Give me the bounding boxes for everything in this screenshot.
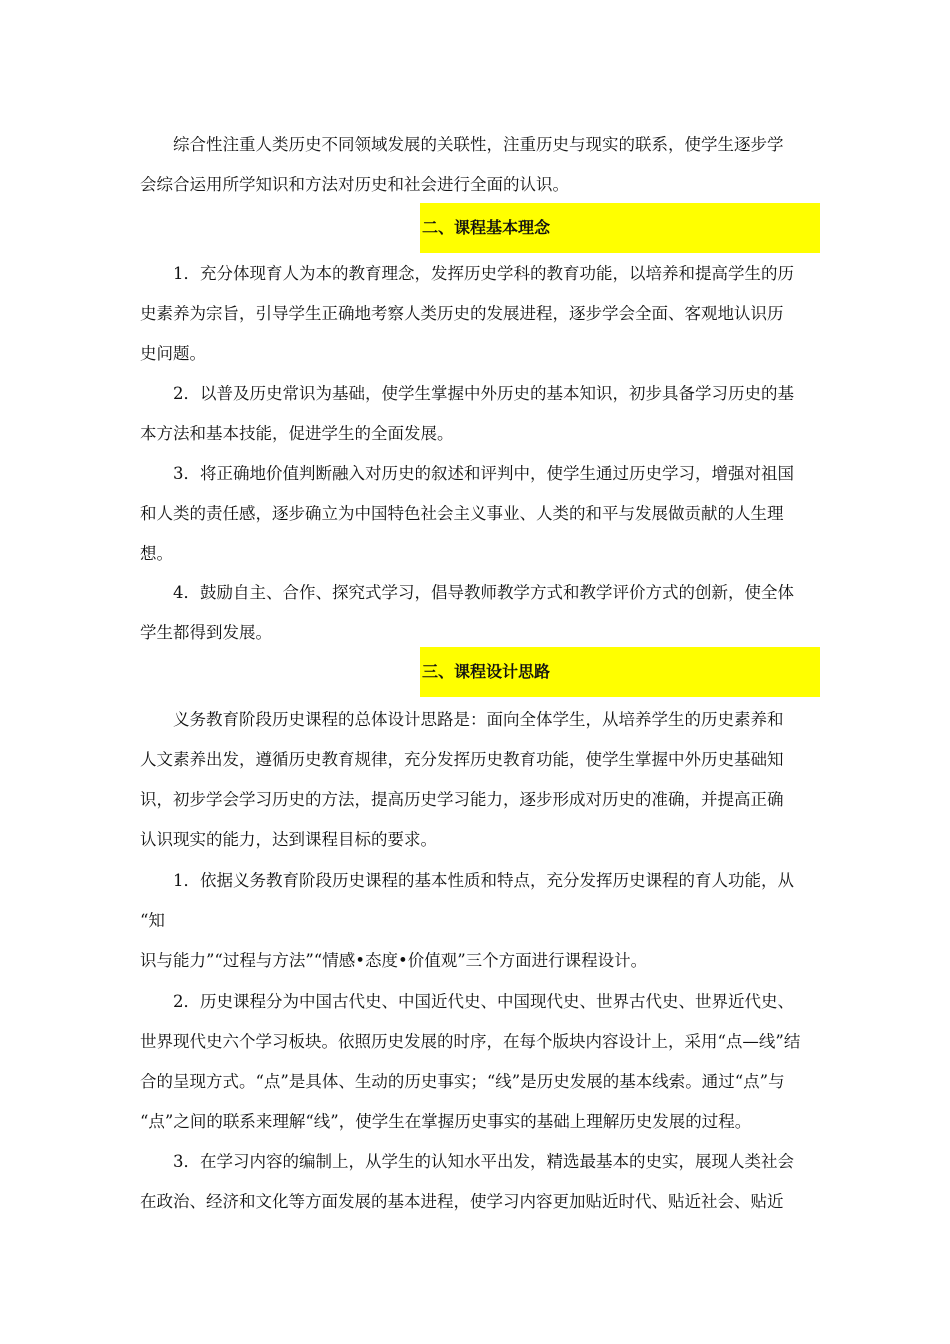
text-line: 想。 <box>140 544 173 563</box>
text-line: “知 <box>140 911 165 930</box>
text-line: 史素养为宗旨，引导学生正确地考察人类历史的发展进程，逐步学会全面、客观地认识历 <box>140 304 784 323</box>
section-heading-3 <box>420 647 820 697</box>
section3-item-2 <box>140 982 815 1142</box>
text-line: 合的呈现方式。“点”是具体、生动的历史事实；“线”是历史发展的基本线索。通过“点”与 <box>140 1072 785 1091</box>
section3-item-1 <box>140 861 815 981</box>
section2-item-1 <box>140 254 815 374</box>
text-line: 1．依据义务教育阶段历史课程的基本性质和特点，充分发挥历史课程的育人功能，从 <box>173 871 794 890</box>
text-line: 和人类的责任感，逐步确立为中国特色社会主义事业、人类的和平与发展做贡献的人生理 <box>140 504 784 523</box>
text-line: 识，初步学会学习历史的方法，提高历史学习能力，逐步形成对历史的准确，并提高正确 <box>140 790 784 809</box>
text-line: 2．以普及历史常识为基础，使学生掌握中外历史的基本知识，初步具备学习历史的基 <box>173 384 794 403</box>
text-line: 人文素养出发，遵循历史教育规律，充分发挥历史教育功能，使学生掌握中外历史基础知 <box>140 750 784 769</box>
section2-item-3 <box>140 454 815 574</box>
section2-item-4 <box>140 573 815 653</box>
section-heading-3-label: 三、课程设计思路 <box>422 662 551 681</box>
text-line: 识与能力”“过程与方法”“情感•态度•价值观”三个方面进行课程设计。 <box>140 951 648 970</box>
text-line: 1．充分体现育人为本的教育理念，发挥历史学科的教育功能，以培养和提高学生的历 <box>173 264 794 283</box>
text-line: 3．将正确地价值判断融入对历史的叙述和评判中，使学生通过历史学习，增强对祖国 <box>173 464 794 483</box>
text-line: 4．鼓励自主、合作、探究式学习，倡导教师教学方式和教学评价方式的创新，使全体 <box>173 583 794 602</box>
section3-intro <box>140 700 815 860</box>
section-heading-2-label: 二、课程基本理念 <box>422 218 551 237</box>
text-line: 学生都得到发展。 <box>140 623 272 642</box>
text-line: 2．历史课程分为中国古代史、中国近代史、中国现代史、世界古代史、世界近代史、 <box>173 992 794 1011</box>
section2-item-2 <box>140 374 815 454</box>
text-line: 在政治、经济和文化等方面发展的基本进程，使学习内容更加贴近时代、贴近社会、贴近 <box>140 1192 784 1211</box>
text-line: 认识现实的能力，达到课程目标的要求。 <box>140 830 437 849</box>
text-line: 综合性注重人类历史不同领域发展的关联性，注重历史与现实的联系，使学生逐步学 <box>173 135 784 154</box>
text-line: 3．在学习内容的编制上，从学生的认知水平出发，精选最基本的史实，展现人类社会 <box>173 1152 794 1171</box>
text-line: 世界现代史六个学习板块。依照历史发展的时序，在每个版块内容设计上，采用“点—线”结 <box>140 1032 801 1051</box>
section-heading-2 <box>420 203 820 253</box>
text-line: 本方法和基本技能，促进学生的全面发展。 <box>140 424 454 443</box>
text-line: 会综合运用所学知识和方法对历史和社会进行全面的认识。 <box>140 175 569 194</box>
text-line: “点”之间的联系来理解“线”，使学生在掌握历史事实的基础上理解历史发展的过程。 <box>140 1112 752 1131</box>
text-line: 史问题。 <box>140 344 206 363</box>
text-line: 义务教育阶段历史课程的总体设计思路是：面向全体学生，从培养学生的历史素养和 <box>173 710 784 729</box>
section3-item-3 <box>140 1142 815 1222</box>
intro-paragraph <box>140 125 815 205</box>
